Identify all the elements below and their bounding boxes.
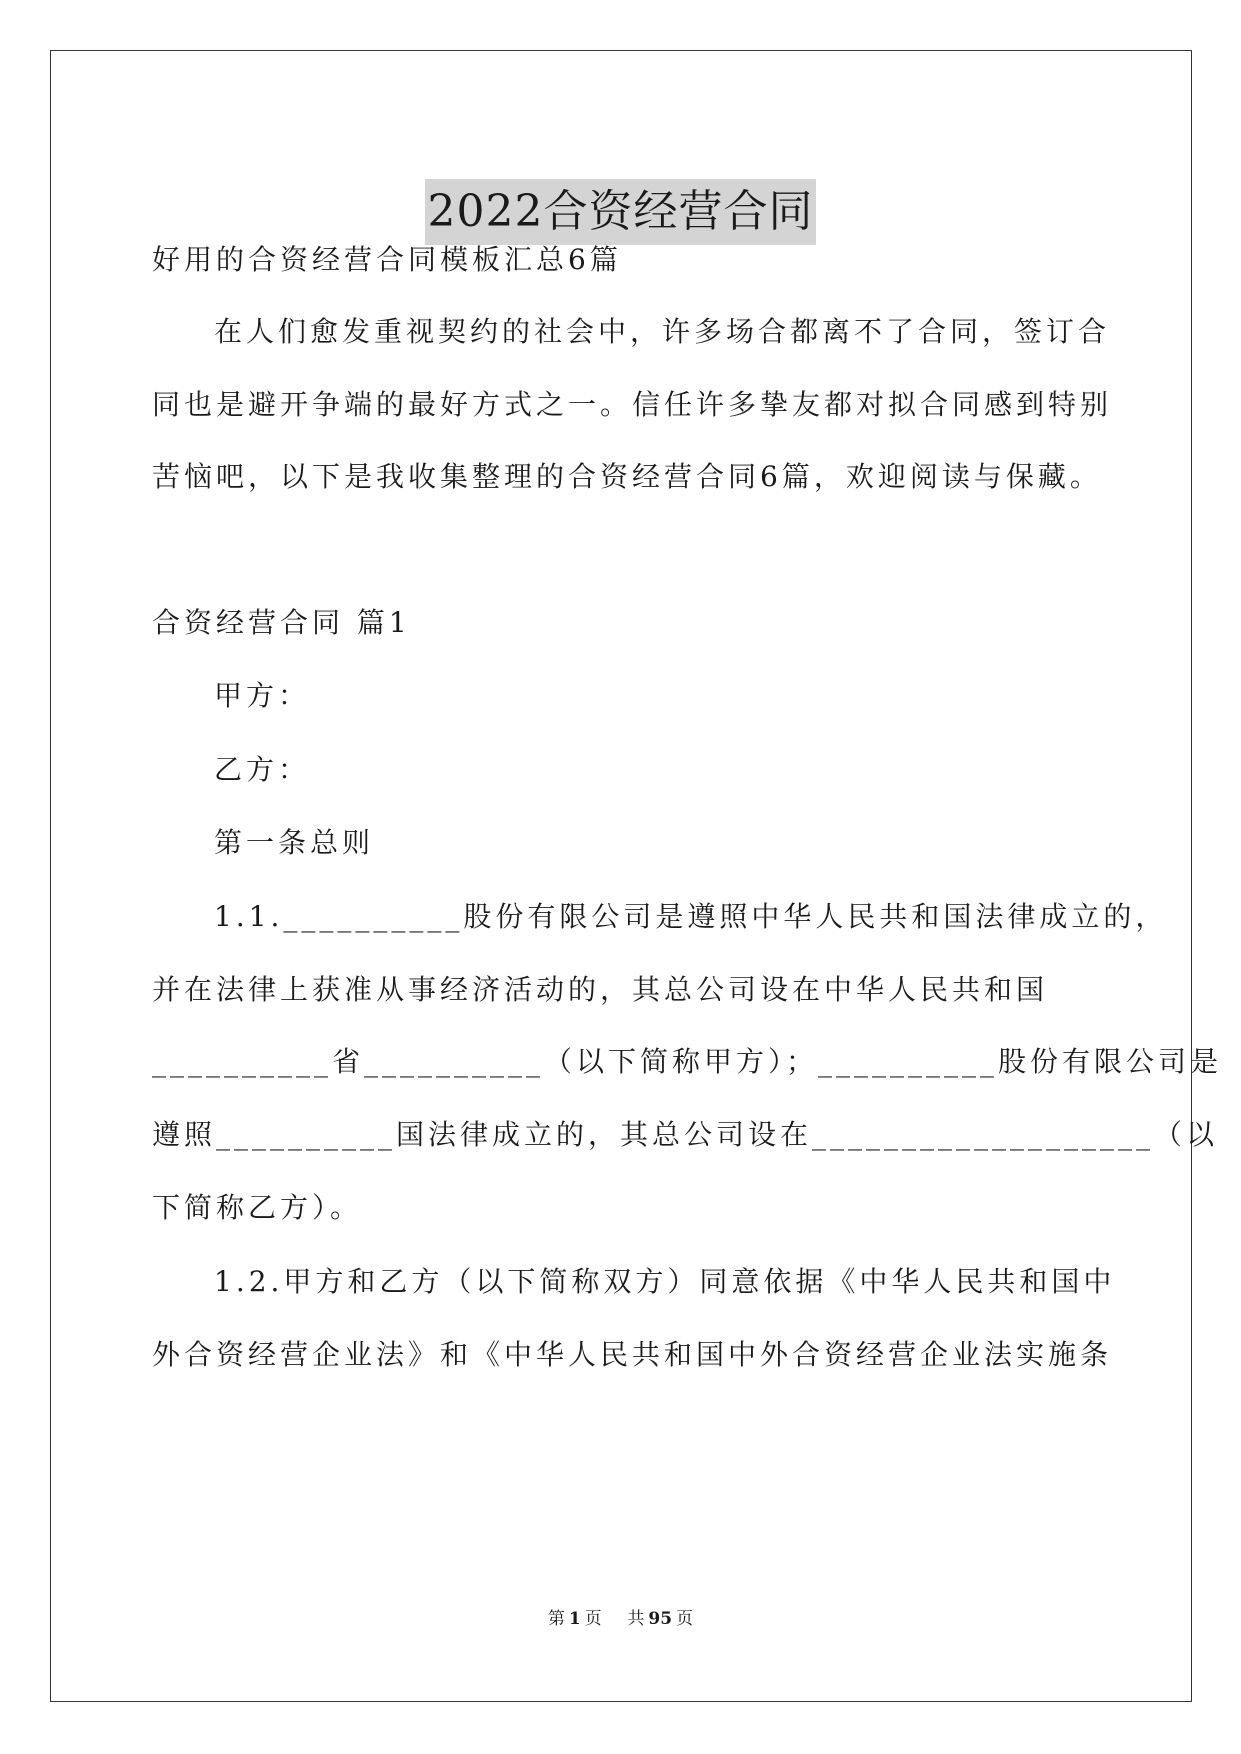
clause-1-1-line-5: 下简称乙方）。 — [152, 1191, 363, 1224]
clause-1-1-line-1: 1.1.__________股份有限公司是遵照中华人民共和国法律成立的， — [214, 900, 1168, 933]
clause-1-2-line-1: 1.2.甲方和乙方（以下简称双方）同意依据《中华人民共和国中 — [214, 1265, 1116, 1298]
total-suffix: 页 — [676, 1609, 694, 1629]
total-prefix: 共 — [627, 1609, 645, 1629]
party-a: 甲方： — [214, 679, 311, 712]
article-heading: 第一条总则 — [214, 826, 375, 859]
page-prefix: 第 — [547, 1609, 565, 1629]
page-border — [50, 50, 1223, 1702]
party-b: 乙方： — [214, 753, 311, 786]
total-pages: 95 — [648, 1609, 673, 1629]
intro-line-1: 在人们愈发重视契约的社会中，许多场合都离不了合同，签订合 — [214, 315, 1111, 348]
clause-1-2-line-2: 外合资经营企业法》和《中华人民共和国中外合资经营企业法实施条 — [152, 1338, 1113, 1371]
document-title: 2022合资经营合同 — [425, 179, 817, 245]
subtitle: 好用的合资经营合同模板汇总6篇 — [152, 243, 622, 276]
page-number: 1 — [568, 1609, 581, 1629]
page-suffix: 页 — [584, 1609, 602, 1629]
page-footer — [0, 1606, 1241, 1632]
intro-line-3: 苦恼吧，以下是我收集整理的合资经营合同6篇，欢迎阅读与保藏。 — [152, 460, 1102, 493]
section-heading: 合资经营合同 篇1 — [152, 606, 411, 639]
clause-1-1-line-3: __________省__________（以下简称甲方）；__________股份有限公司是 — [152, 1045, 1223, 1078]
clause-1-1-line-4: 遵照__________国法律成立的，其总公司设在___________________（以 — [152, 1118, 1219, 1151]
clause-1-1-line-2: 并在法律上获准从事经济活动的，其总公司设在中华人民共和国 — [152, 973, 1049, 1006]
intro-line-2: 同也是避开争端的最好方式之一。信任许多挚友都对拟合同感到特别 — [152, 388, 1113, 421]
